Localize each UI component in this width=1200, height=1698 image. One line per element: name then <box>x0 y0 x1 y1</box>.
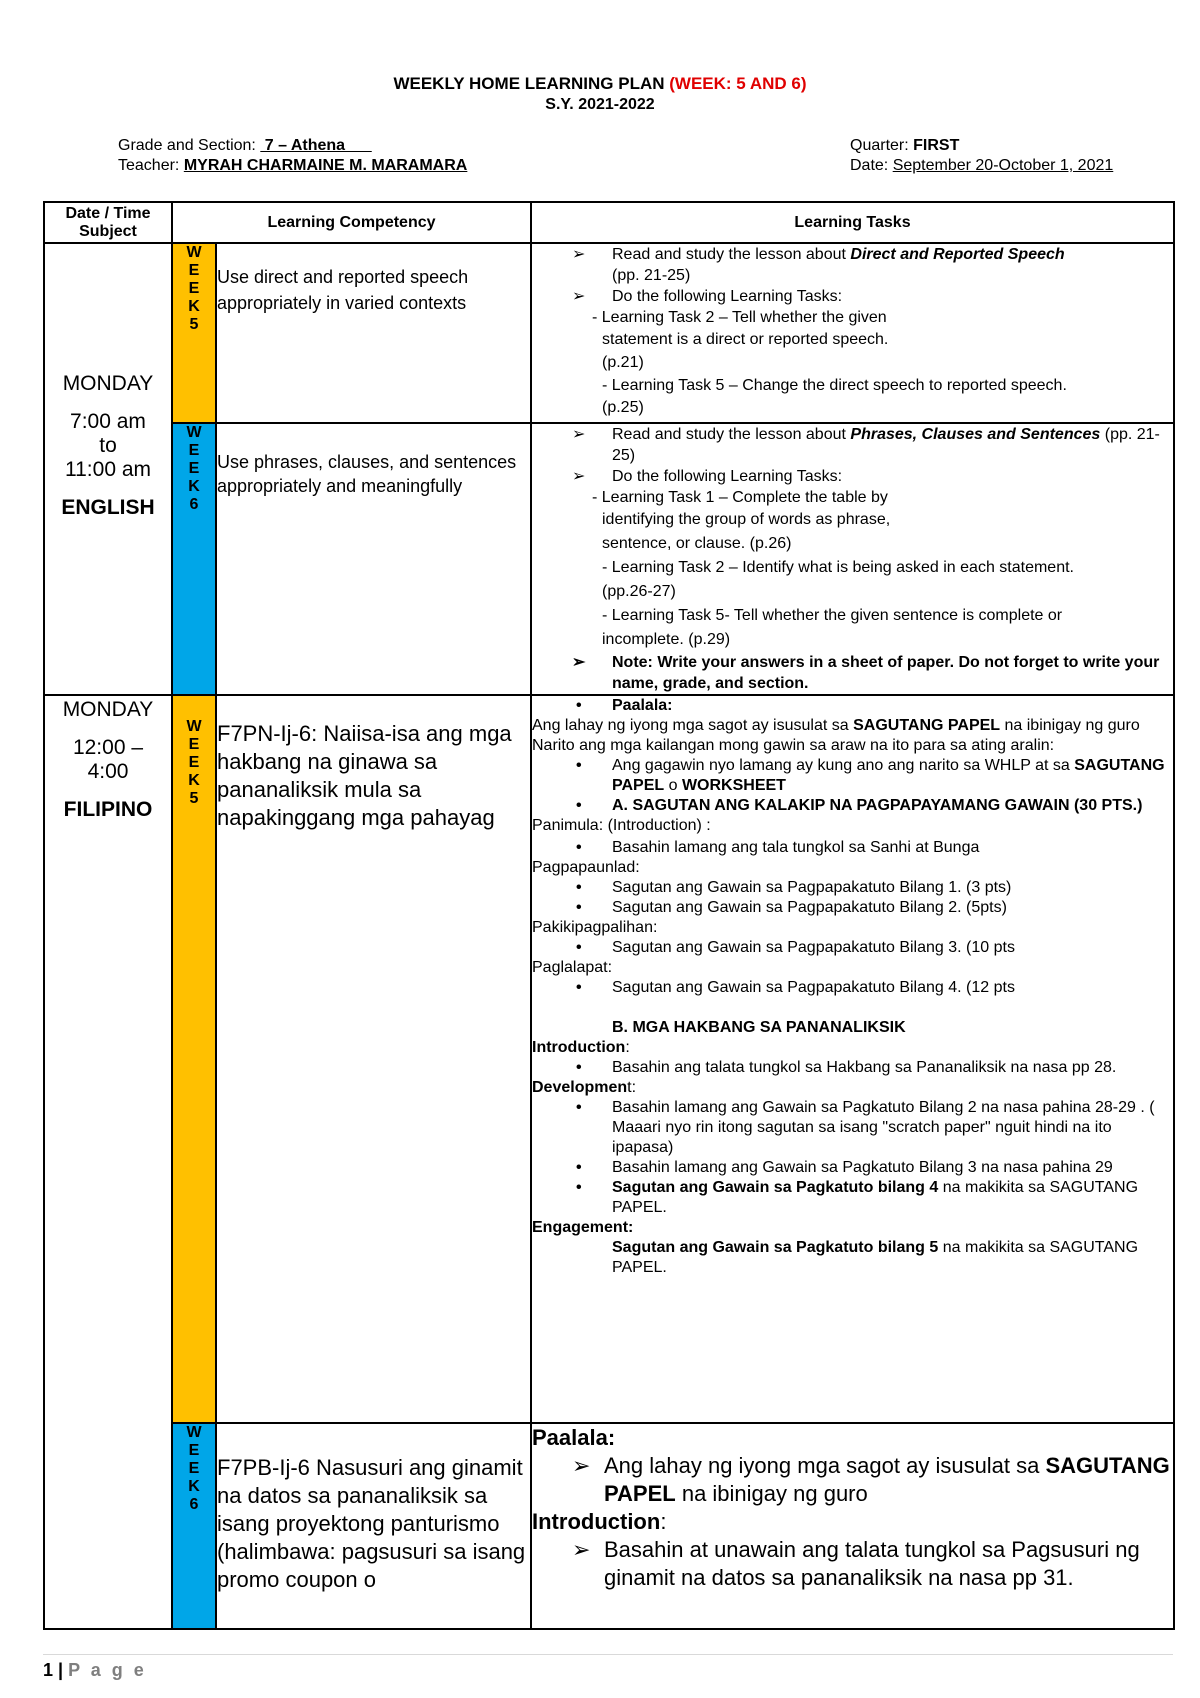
grade-section: Grade and Section: 7 – Athena <box>118 137 372 154</box>
learning-plan-table <box>43 201 1175 1630</box>
teacher: Teacher: MYRAH CHARMAINE M. MARAMARA <box>118 157 468 174</box>
footer-divider <box>43 1654 1173 1655</box>
date: Date: September 20-October 1, 2021 <box>850 157 1114 174</box>
filipino-week5-competency: F7PN-Ij-6: Naiisa-isa ang mga hakbang na ginawa sa pananaliksik mula sa napakinggang mga pahayag <box>216 695 531 1423</box>
header-competency: Learning Competency <box>172 202 531 243</box>
week-5-marker: W E E K 5 <box>172 243 216 423</box>
page-number: 1 <box>43 1660 54 1680</box>
english-day: MONDAY <box>62 372 154 395</box>
header-tasks: Learning Tasks <box>531 202 1174 243</box>
english-schedule: MONDAY 7:00 am to 11:00 am ENGLISH <box>44 243 172 695</box>
english-note: ➢ Note: Write your answers in a sheet of paper. Do not forget to write your name, grade, and section. <box>572 652 1173 694</box>
filipino-time-end: 4:00 <box>87 760 129 783</box>
week-6-marker: W E E K 6 <box>172 423 216 695</box>
week-6-marker: W E E K 6 <box>172 1423 216 1629</box>
filipino-subject: FILIPINO <box>63 798 153 821</box>
english-time-start: 7:00 am <box>70 410 146 433</box>
page-footer: 1 | P a g e <box>43 1660 147 1680</box>
english-time-end: 11:00 am <box>65 458 151 481</box>
english-week6-tasks: ➢ Read and study the lesson about Phrases, Clauses and Sentences (pp. 21-25) ➢ Do the following Learning Tasks: - Learning Task 1 – Complete the table by identifying the group of words as phrase, sentence, or clause. (p.26) - Learning Task 2 – Identify what is being asked in each statement. (pp.26-27) - Learning Task 5- Tell whether the given sentence is complete or incomplete. (p.29) ➢ Note: Write your answers in a sheet of paper. Do not forget to write your name, grade, and section. <box>531 423 1174 695</box>
school-year: S.Y. 2021-2022 <box>545 96 655 113</box>
section-b-heading: B. MGA HAKBANG SA PANANALIKSIK <box>612 1019 906 1036</box>
english-week5-tasks: ➢ Read and study the lesson about Direct and Reported Speech (pp. 21-25) ➢ Do the following Learning Tasks: - Learning Task 2 – Tell whether the given statement is a direct or reported speech. (p.21) - Learning Task 5 – Change the direct speech to reported speech. (p.25) <box>531 243 1174 423</box>
filipino-schedule <box>44 695 172 1629</box>
header-date-time-subject: Date / Time Subject <box>44 202 172 243</box>
filipino-day: MONDAY <box>62 698 154 721</box>
filipino-week6-competency: F7PB-Ij-6 Nasusuri ang ginamit na datos sa pananaliksik sa isang proyektong panturismo (halimbawa: pagsusuri sa isang promo coupon o <box>216 1423 531 1629</box>
week-5-marker: W E E K 5 <box>172 695 216 1423</box>
week-range: (WEEK: 5 AND 6) <box>669 74 807 93</box>
filipino-week5-tasks: • Paalala: Ang lahay ng iyong mga sagot ay isusulat sa SAGUTANG PAPEL na ibinigay ng guro Narito ang mga kailangan mong gawin sa araw na ito para sa ating aralin: • Ang gagawin nyo lamang ay kung ano ang narito sa WHLP at sa SAGUTANG PAPEL o WORKSHEET • A. SAGUTAN ANG KALAKIP NA PAGPAPAYAMANG GAWAIN (30 PTS.) Panimula: (Introduction) : • Basahin lamang ang tala tungkol sa Sanhi at Bunga Pagpapaunlad: • Sagutan ang Gawain sa Pagpapakatuto Bilang 1. (3 pts) • Sagutan ang Gawain sa Pagpapakatuto Bilang 2. (5pts) Pakikipagpalihan: • Sagutan ang Gawain sa Pagpapakatuto Bilang 3. (10 pts Paglalapat: • Sagutan ang Gawain sa Pagpapakatuto Bilang 4. (12 pts B. MGA HAKBANG SA PANANALIKSIK Introduction: • Basahin ang talata tungkol sa Hakbang sa Pananaliksik na nasa pp 28. Development: • Basahin lamang ang Gawain sa Pagkatuto Bilang 2 na nasa pahina 28-29 . ( Maaari nyo rin itong sagutan sa isang "scratch paper" nguit hindi na ito ipapasa) • Basahin lamang ang Gawain sa Pagkatuto Bilang 3 na nasa pahina 29 • Sagutan ang Gawain sa Pagkatuto bilang 4 na makikita sa SAGUTANG PAPEL. Engagement: Sagutan ang Gawain sa Pagkatuto bilang 5 na makikita sa SAGUTANG PAPEL. <box>531 695 1174 1423</box>
filipino-week6-tasks: Paalala: ➢ Ang lahay ng iyong mga sagot ay isusulat sa SAGUTANG PAPEL na ibinigay ng guro Introduction: ➢ Basahin at unawain ang talata tungkol sa Pagsusuri ng ginamit na datos sa pananaliksik na nasa pp 31. <box>531 1423 1174 1629</box>
english-subject: ENGLISH <box>61 496 155 519</box>
english-week6-competency: Use phrases, clauses, and sentences appropriately and meaningfully <box>216 423 531 695</box>
english-week5-competency: Use direct and reported speech appropriately in varied contexts <box>216 243 531 423</box>
document-title: WEEKLY HOME LEARNING PLAN (WEEK: 5 AND 6) <box>393 74 807 93</box>
filipino-time-start: 12:00 – <box>72 736 144 759</box>
quarter: Quarter: FIRST <box>850 137 960 154</box>
